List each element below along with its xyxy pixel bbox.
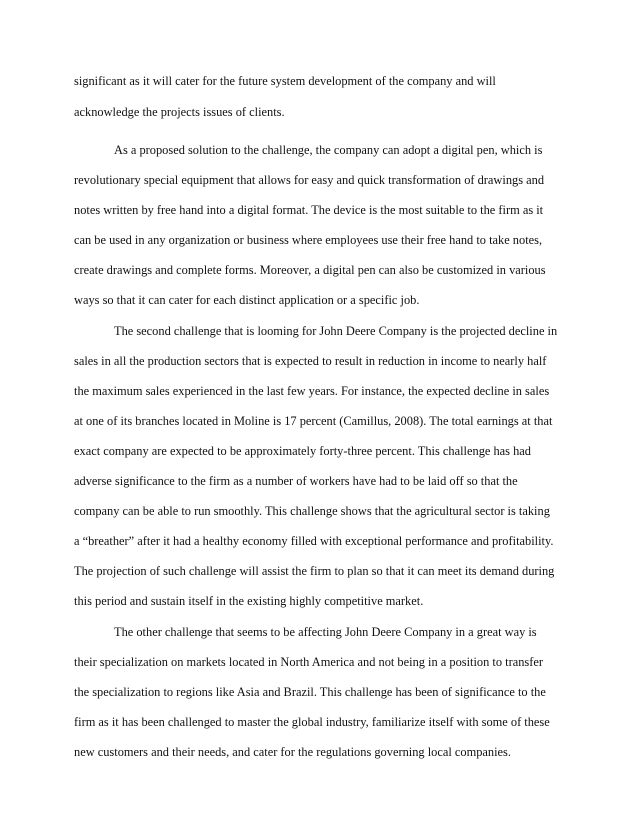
text-line: the maximum sales experienced in the last few years. For instance, the expected decline in sales [74,384,550,398]
text-line: sales in all the production sectors that is expected to result in reduction in income to nearly half [74,354,547,368]
text-line: create drawings and complete forms. Moreover, a digital pen can also be customized in various [74,263,546,277]
paragraph-first-line: As a proposed solution to the challenge, the company can adopt a digital pen, which is [114,143,543,157]
text-line: company can be able to run smoothly. This challenge shows that the agricultural sector is taking [74,504,550,518]
paragraph-first-line: The second challenge that is looming for John Deere Company is the projected decline in [114,324,558,338]
text-line: revolutionary special equipment that allows for easy and quick transformation of drawings and [74,173,545,187]
text-line: exact company are expected to be approximately forty-three percent. This challenge has had [74,444,531,458]
text-line: ways so that it can cater for each distinct application or a specific job. [74,293,420,307]
text-line: can be used in any organization or business where employees use their free hand to take notes, [74,233,543,247]
paragraph-first-line: The other challenge that seems to be affecting John Deere Company in a great way is [114,625,537,639]
text-line: adverse significance to the firm as a number of workers have had to be laid off so that the [74,474,518,488]
text-line: firm as it has been challenged to master the global industry, familiarize itself with some of these [74,715,550,729]
text-line: The projection of such challenge will assist the firm to plan so that it can meet its demand during [74,564,555,578]
text-line: new customers and their needs, and cater for the regulations governing local companies. [74,745,511,759]
text-line: at one of its branches located in Moline is 17 percent (Camillus, 2008). The total earnings at that [74,414,553,428]
text-line: notes written by free hand into a digital format. The device is the most suitable to the firm as it [74,203,544,217]
text-line: this period and sustain itself in the existing highly competitive market. [74,594,424,608]
text-line: significant as it will cater for the future system development of the company and will [74,74,496,88]
text-line: the specialization to regions like Asia and Brazil. This challenge has been of significance to the [74,685,546,699]
text-line: their specialization on markets located in North America and not being in a position to transfer [74,655,543,669]
text-line: acknowledge the projects issues of clients. [74,105,285,119]
text-line: a “breather” after it had a healthy economy filled with exceptional performance and profitability. [74,534,554,548]
